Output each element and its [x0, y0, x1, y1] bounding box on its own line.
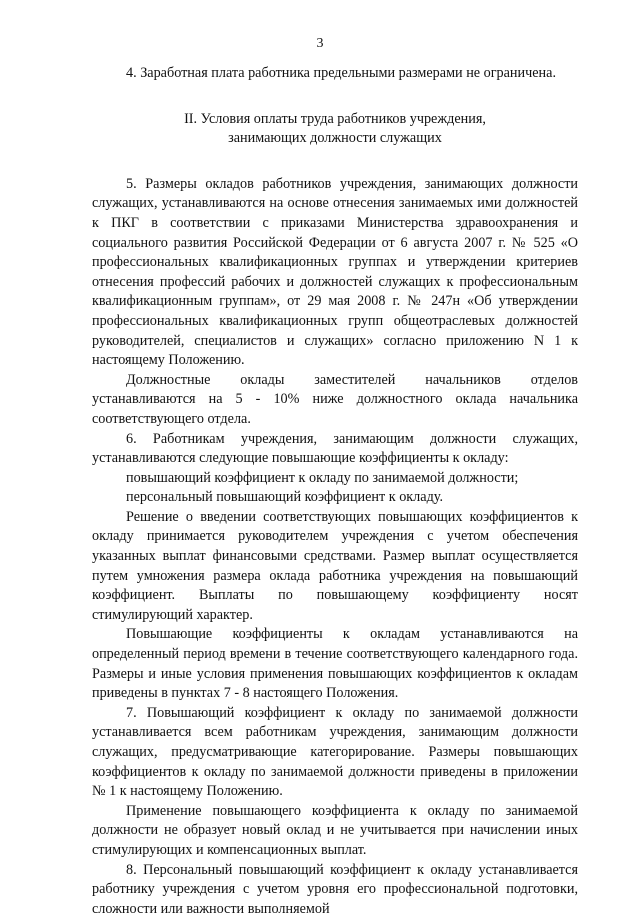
- section-heading: [92, 110, 578, 149]
- paragraph-8: 8. Персональный повышающий коэффициент к окладу устанавливается работнику учреждения с учетом уровня его профессиональной подготовки, сложности или важности выполняемой: [92, 861, 578, 917]
- coefficient-position-item: повышающий коэффициент к окладу по занимаемой должности;: [126, 469, 519, 486]
- paragraph-7: 7. Повышающий коэффициент к окладу по занимаемой должности устанавливается всем работникам учреждения, занимающим должности служащих, предусматривающие категорирование. Размеры повышающих коэффициентов к окладу по занимаемой должности приведены в приложении № 1 к настоящему Положению.: [92, 704, 578, 800]
- paragraph-4: 4. Заработная плата работника предельными размерами не ограничена.: [126, 65, 556, 81]
- paragraph-5: 5. Размеры окладов работников учреждения, занимающих должности служащих, устанавливаются на основе отнесения занимаемых ими должностей к ПКГ в соответствии с приказами Министерства здравоохранения и социального развития Российской Федерации от 6 августа 2007 г. № 525 «О профессиональных квалификационных группах и утверждении критериев отнесения профессий рабочих и должностей служащих к профессиональным квалификационным группам», от 29 мая 2008 г. № 247н «Об утверждении профессиональных квалификационных групп общеотраслевых должностей руководителей, специалистов и служащих» согласно приложению N 1 к настоящему Положению.: [92, 175, 578, 369]
- paragraph-6-decision: Решение о введении соответствующих повышающих коэффициентов к окладу принимается руководителем учреждения с учетом обеспечения указанных выплат финансовыми средствами. Размер выплат осуществляется путем умножения размера оклада работника учреждения на повышающий коэффициент. Выплаты по повышающему коэффициенту носят стимулирующий характер.: [92, 508, 578, 623]
- coefficient-personal-item: персональный повышающий коэффициент к окладу.: [126, 489, 444, 506]
- section-heading-line2: занимающих должности служащих: [228, 130, 442, 147]
- page-number: 3: [316, 36, 324, 51]
- paragraph-6: 6. Работникам учреждения, занимающим должности служащих, устанавливаются следующие повышающие коэффициенты к окладу:: [92, 430, 578, 467]
- paragraph-7-application: Применение повышающего коэффициента к окладу по занимаемой должности не образует новый оклад и не учитывается при начислении иных стимулирующих и компенсационных выплат.: [92, 802, 578, 858]
- section-heading-line1: II. Условия оплаты труда работников учреждения,: [184, 110, 486, 127]
- paragraph-5-deputies: Должностные оклады заместителей начальников отделов устанавливаются на 5 - 10% ниже должностного оклада начальника соответствующего отдела.: [92, 371, 578, 427]
- document-body: [92, 64, 578, 919]
- paragraph-6-period: Повышающие коэффициенты к окладам устанавливаются на определенный период времени в течение соответствующего календарного года. Размеры и иные условия применения повышающих коэффициентов к окладам приведены в пунктах 7 - 8 настоящего Положения.: [92, 626, 578, 702]
